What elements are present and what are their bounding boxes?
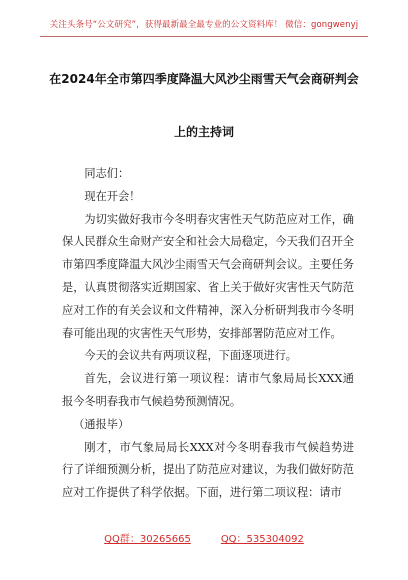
header-banner: 关注头条号“公文研究”，获得最新最全最专业的公文资料库！ 微信：gongwenyj [49,20,359,30]
paragraph-purpose: 为切实做好我市今冬明春灾害性天气防范应对工作，确保人民群众生命财产安全和社会大局稳定，今天我们召开全市第四季度降温大风沙尘雨雪天气会商研判会议。主要任务是，认真贯彻落实近期国家、省上关于做好灾害性天气防范应对工作的有关会议和文件精神，深入分析研判我市今冬明春可能出现的灾害性天气形势，安排部署防范应对工作。 [62,212,354,340]
footer-contact [0,530,408,545]
paragraph-first-item: 首先，会议进行第一项议程：请市气象局局长XXX通报今冬明春我市气候趋势预测情况。 [62,372,354,408]
paragraph-summary: 刚才，市气象局局长XXX对今冬明春我市气候趋势进行了详细预测分析，提出了防范应对建议，为我们做好防范应对工作提供了科学依据。下面，进行第二项议程：请市 [62,440,354,500]
document-title-line-2: 上的主持词 [173,125,234,139]
footer-qq-number: QQ：535304092 [220,534,304,545]
salutation: 同志们： [84,167,130,180]
opening-line: 现在开会！ [84,189,141,203]
document-title-line-1: 在2024年全市第四季度降温大风沙尘雨雪天气会商研判会 [49,72,359,86]
document-body [62,163,354,505]
paragraph-agenda: 今天的会议共有两项议程，下面逐项进行。 [84,349,297,363]
paragraph-report-done: （通报毕） [73,417,130,431]
footer-qq-group: QQ群：30265665 [104,534,191,545]
header-divider [40,36,368,37]
